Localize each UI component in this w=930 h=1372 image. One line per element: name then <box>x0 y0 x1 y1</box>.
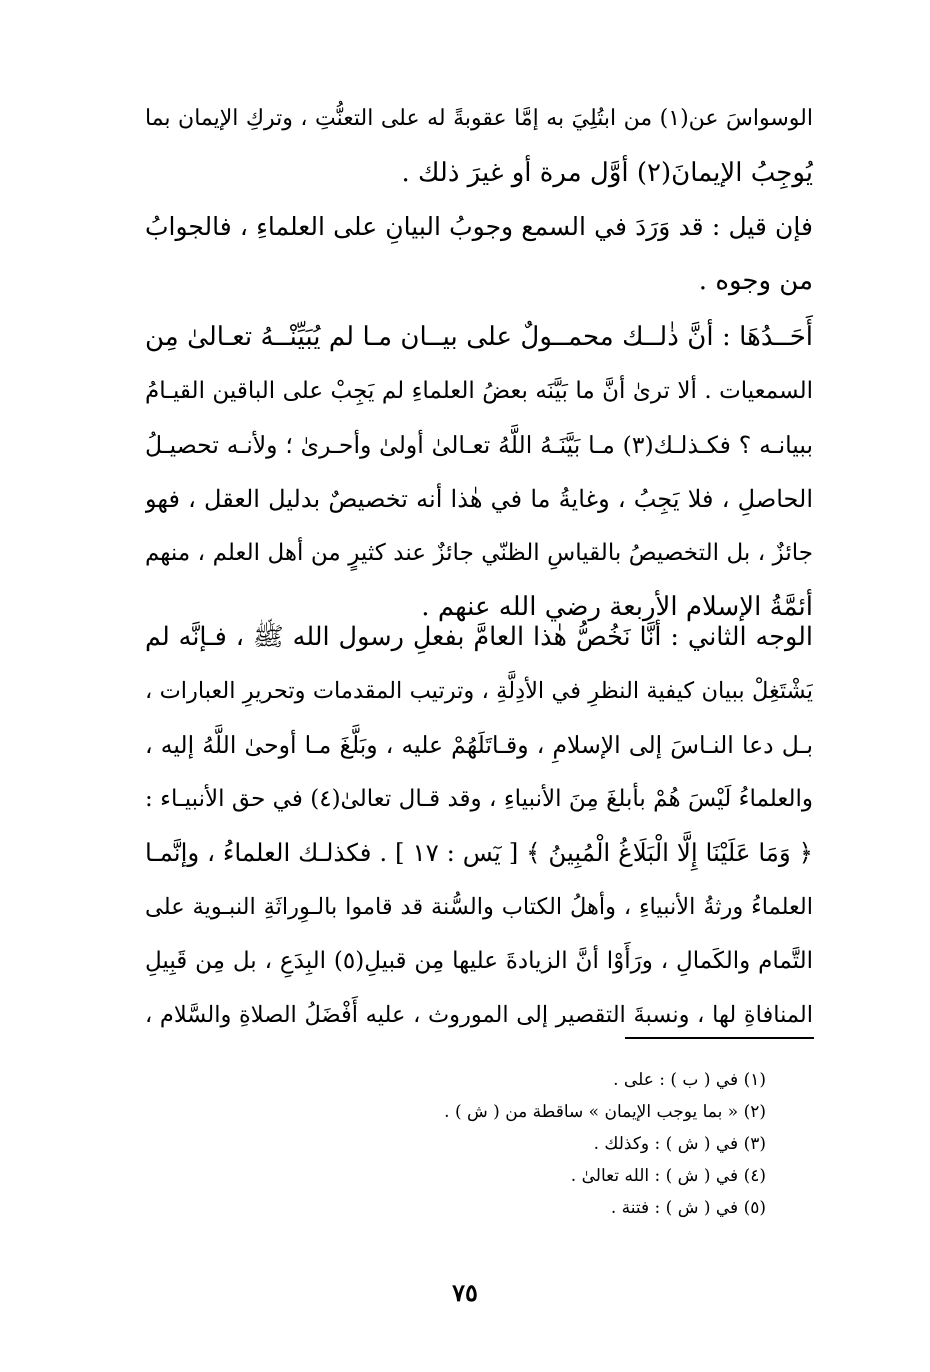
paragraph-1 <box>145 92 813 200</box>
text-line: الوجه الثاني : أنَّا نَخُصُّ هٰذا العامَّ بفعلِ رسول الله ﷺ ، فـإنَّه لم <box>145 622 813 652</box>
text-line: أَحَــدُهَا : أنَّ ذٰلــك محمــولٌ على بيــان مـا لم يُبَيِّنْــهُ تعـالىٰ مِن <box>145 322 813 352</box>
footnote: (٤) في ( ش ) : الله تعالىٰ . <box>570 1166 766 1186</box>
text-line: بـل دعا النـاسَ إلى الإسلامِ ، وقـاتَلَهُمْ عليه ، وبَلَّغَ مـا أوحىٰ اللَّهُ إليه ، <box>145 731 813 759</box>
text-line: ﴿ وَمَا عَلَيْنَا إِلَّا الْبَلَاغُ الْمُبِينُ ﴾ [ يٓس : ١٧ ] . فكذلـك العلماءُ ، وإنَّمـا <box>145 838 813 867</box>
footnote: (٢) « بما يوجب الإيمان » ساقطة من ( ش ) . <box>444 1102 766 1122</box>
text-line: العلماءُ ورثةُ الأنبياءِ ، وأهلُ الكتاب والسُّنة قد قاموا بالـوِراثَةِ النبـوية على <box>145 894 813 920</box>
text-line: فإن قيل : قد وَرَدَ في السمع وجوبُ البيانِ على العلماءِ ، فالجوابُ <box>145 212 813 241</box>
text-line: من وجوه . <box>698 266 813 296</box>
footnote: (١) في ( ب ) : على . <box>613 1070 766 1090</box>
text-line: التَّمام والكَمالِ ، ورَأَوْا أنَّ الزيادةَ عليها مِن قبيلِ(٥) البِدَعِ ، بل مِن قَبِيلِ <box>145 948 813 974</box>
footnote: (٣) في ( ش ) : وكذلك . <box>593 1134 766 1154</box>
text-line: الحاصلِ ، فلا يَجِبُ ، وغايةُ ما في هٰذا أنه تخصيصٌ بدليل العقل ، فهو <box>145 485 813 513</box>
text-line: السمعيات . ألا ترىٰ أنَّ ما بَيَّنَه بعضُ العلماءِ لم يَجِبْ على الباقين القيـامُ <box>145 378 813 404</box>
footnotes <box>300 1064 766 1224</box>
text-line: المنافاةِ لها ، ونسبةَ التقصير إلى الموروث ، عليه أَفْضَلُ الصلاةِ والسَّلام ، <box>145 1002 813 1028</box>
text-line: يُوجِبُ الإيمانَ(٢) أوَّل مرة أو غيرَ ذلك . <box>401 158 813 188</box>
page-number: ٧٥ <box>452 1278 478 1307</box>
text-line: يَشْتَغِلْ ببيان كيفية النظرِ في الأدِلَّةِ ، وترتيب المقدمات وتحريرِ العبارات ، <box>145 678 813 704</box>
text-line: الوسواسَ عن(١) من ابتُلِيَ به إمَّا عقوبةً له على التعنُّتِ ، وتركِ الإيمان بما <box>145 106 813 131</box>
footnote: (٥) في ( ش ) : فتنة . <box>610 1198 766 1218</box>
text-line: ببيانـه ؟ فكـذلـك(٣) مـا بَيَّنَـهُ اللَّهُ تعـالىٰ أولىٰ وأحـرىٰ ؛ ولأنـه تحصيـلُ <box>145 431 813 459</box>
paragraph-2 <box>145 200 813 308</box>
footnote-separator <box>625 1037 814 1039</box>
paragraph-3 <box>145 310 813 634</box>
text-line: والعلماءُ لَيْسَ هُمْ بأبلغَ مِنَ الأنبياءِ ، وقد قـال تعالىٰ(٤) في حق الأنبيـاء : <box>145 786 813 812</box>
paragraph-4 <box>145 610 813 1042</box>
text-line: أئمَّةُ الإسلام الأربعة رضي الله عنهم . <box>421 592 813 622</box>
text-line: جائزٌ ، بل التخصيصُ بالقياسِ الظنّي جائزٌ عند كثيرٍ من أهل العلم ، منهم <box>145 540 813 566</box>
